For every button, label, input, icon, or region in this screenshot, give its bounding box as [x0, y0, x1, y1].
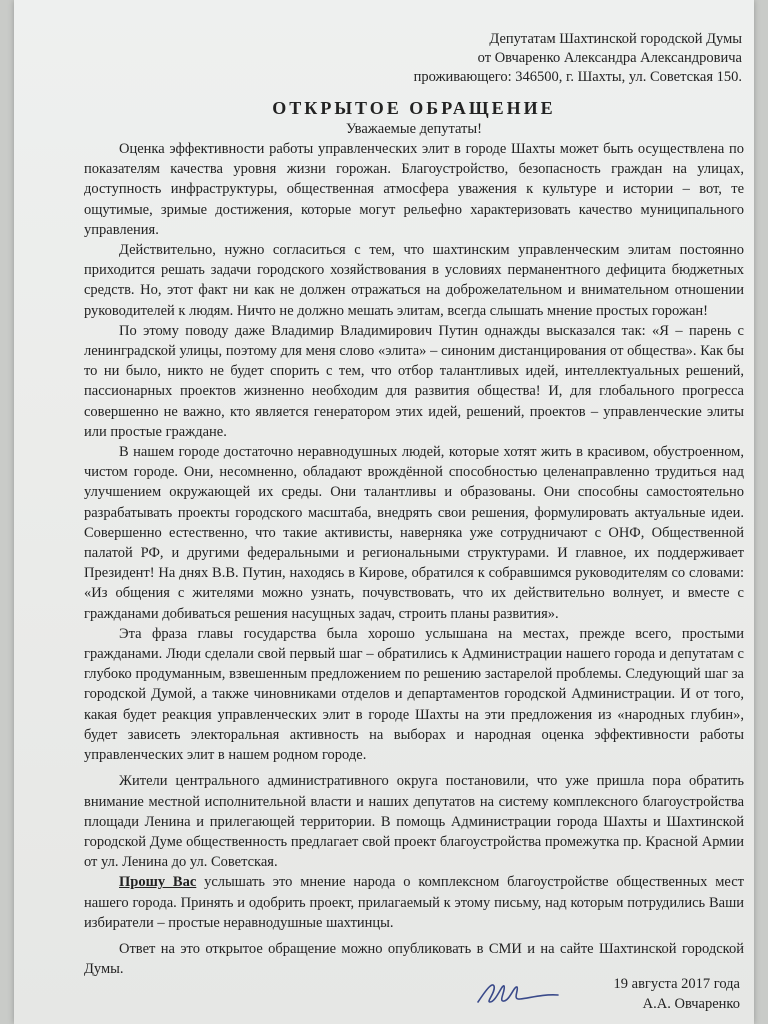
paragraph-6: Жители центрального административного округа постановили, что уже пришла пора обратить внимание местной исполнительной власти и наших депутатов на систему комплексного благоустройства площади Ленина и прилегающей территории. В помощь Администрации города Шахты и Шахтинской городской Думе общественность предлагает свой проект благоустройства промежутка пр. Красной Армии от ул. Ленина до ул. Советская. [84, 773, 744, 871]
signature-image [472, 968, 562, 1016]
sender-address-line: проживающего: 346500, г. Шахты, ул. Советская 150. [413, 69, 742, 85]
paragraph-1: Оценка эффективности работы управленческих элит в городе Шахты может быть осуществлена по показателям качества уровня жизни горожан. Благоустройство, безопасность граждан на улицах, доступность инфраструктуры, общественная атмосфера уважения к культуре и истории – вот, те ощутимые, зримые достижения, которые могут рельефно характеризовать качество муниципального управления. [84, 141, 744, 238]
paragraph-2: Действительно, нужно согласиться с тем, что шахтинским управленческим элитам постоянно приходится решать задачи городского хозяйствования в условиях перманентного дефицита бюджетных средств. Но, этот факт ни как не должен отражаться на доброжелательном и внимательном отношении руководителей к людям. Ничто не должно мешать элитам, всегда слышать мнение простых горожан! [84, 242, 744, 319]
request-paragraph [84, 872, 744, 933]
greeting: Уважаемые депутаты! [346, 121, 482, 137]
addressee-header [84, 30, 742, 87]
signature-block [614, 974, 740, 1014]
document-title: ОТКРЫТОЕ ОБРАЩЕНИЕ [272, 98, 556, 118]
letter-date: 19 августа 2017 года [613, 976, 740, 992]
paragraph-3: По этому поводу даже Владимир Владимирович Путин однажды высказался так: «Я – парень с ленинградской улицы, поэтому для меня слово «элита» – синоним дистанцирования от общества». Как бы то ни было, никто не будет спорить с тем, что отбор талантливых идей, интеллектуальных решений, пассионарных проектов жизненно необходим для развития общества! И, для глобального прогресса совершенно не важно, кто является генератором этих идей, решений, проектов – управленческие элиты или простые граждане. [84, 322, 744, 440]
request-emphasis: Прошу Вас [119, 874, 197, 891]
letter-body [84, 30, 744, 979]
addressee-line: Депутатам Шахтинской городской Думы [489, 31, 742, 47]
signer-name: А.А. Овчаренко [642, 996, 740, 1012]
paragraph-5: Эта фраза главы государства была хорошо услышана на местах, прежде всего, простыми гражданами. Люди сделали свой первый шаг – обратились к Администрации нашего города и депутатам с глубоко продуманным, взвешенным предложением по решению застарелой проблемы. Следующий шаг за городской Думой, а также чиновниками отделов и департаментов городской Администрации. И от того, какая будет реакция управленческих элит в городе Шахты на эти предложения из «народных глубин», будет зависеть электоральная активность на выборах и народная оценка эффективности работы управленческих элит в нашем родном городе. [84, 625, 744, 764]
paragraph-4: В нашем городе достаточно неравнодушных людей, которые хотят жить в красивом, обустроенном, чистом городе. Они, несомненно, обладают врождённой способностью целенаправленно трудиться над улучшением окружающей их среды. Они талантливы и образованы. Они способны самостоятельно разрабатывать проекты городского масштаба, внедрять свои решения, формулировать актуальные идеи. Совершенно естественно, что такие активисты, наверняка уже сотрудничают с ОНФ, Общественной палатой РФ, и другими федеральными и региональными структурами. И главное, их поддерживает Президент! На днях В.В. Путин, находясь в Кирове, обратился к собравшимся руководителям со словами: «Из общения с жителями можно узнать, почувствовать, что их действительно волнует, и вместе с гражданами добиваться решения насущных задач, строить планы развития». [84, 444, 744, 622]
sender-line: от Овчаренко Александра Александровича [477, 50, 742, 66]
document-sheet [14, 0, 754, 1024]
request-text: услышать это мнение народа о комплексном благоустройстве общественных мест нашего города. Принять и одобрить проект, прилагаемый к этому письму, над которым потрудились Ваши избиратели – простые неравнодушные шахтинцы. [84, 874, 744, 931]
closing-paragraph: Ответ на это открытое обращение можно опубликовать в СМИ и на сайте Шахтинской городской Думы. [84, 940, 744, 978]
